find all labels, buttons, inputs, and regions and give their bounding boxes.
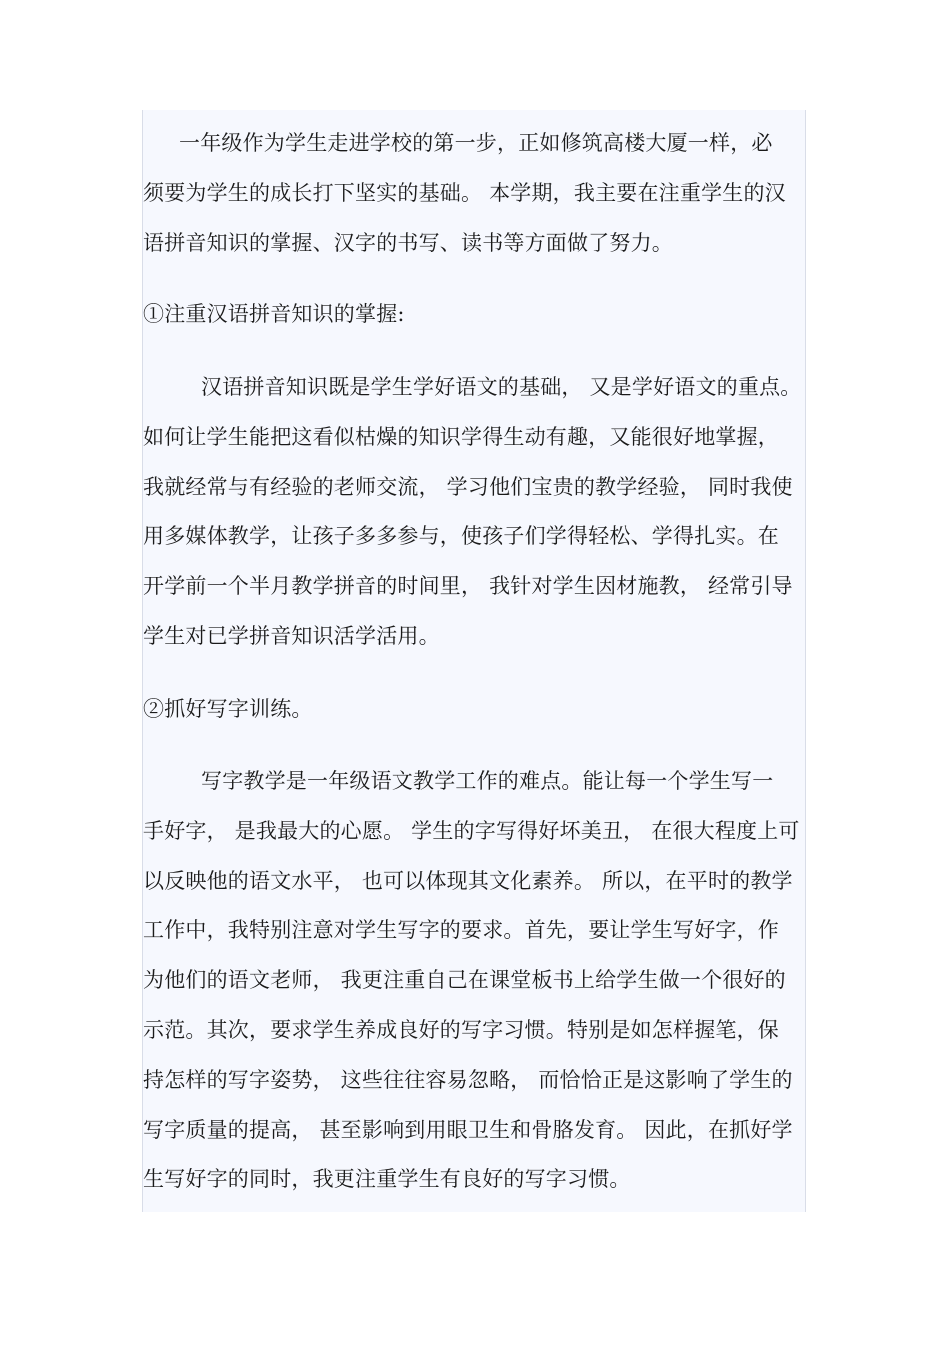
document-text-panel [142, 110, 806, 1212]
text-line: 写字教学是一年级语文教学工作的难点。能让每一个学生写一 [201, 769, 774, 793]
text-line: 工作中，我特别注意对学生写字的要求。首先，要让学生写好字，作 [143, 918, 779, 942]
text-line: 用多媒体教学，让孩子多多参与，使孩子们学得轻松、学得扎实。在 [143, 524, 779, 548]
text-line: 写字质量的提高， 甚至影响到用眼卫生和骨胳发育。 因此，在抓好学 [143, 1118, 793, 1142]
text-line: 手好字， 是我最大的心愿。 学生的字写得好坏美丑， 在很大程度上可 [143, 819, 800, 843]
text-line: 生写好字的同时，我更注重学生有良好的写字习惯。 [143, 1167, 631, 1191]
text-line: 汉语拼音知识既是学生学好语文的基础， 又是学好语文的重点。 [201, 375, 802, 399]
text-line: 学生对已学拼音知识活学活用。 [143, 624, 440, 648]
text-line: 须要为学生的成长打下坚实的基础。 本学期，我主要在注重学生的汉 [143, 181, 786, 205]
text-line: 持怎样的写字姿势， 这些往往容易忽略， 而恰恰正是这影响了学生的 [143, 1068, 793, 1092]
text-line: 我就经常与有经验的老师交流， 学习他们宝贵的教学经验， 同时我使 [143, 475, 793, 499]
text-line: 以反映他的语文水平， 也可以体现其文化素养。 所以，在平时的教学 [143, 869, 793, 893]
text-line: 示范。其次，要求学生养成良好的写字习惯。特别是如怎样握笔，保 [143, 1018, 779, 1042]
text-line: 语拼音知识的掌握、汉字的书写、读书等方面做了努力。 [143, 231, 673, 255]
section-heading: ②抓好写字训练。 [143, 697, 313, 721]
text-line: 为他们的语文老师， 我更注重自己在课堂板书上给学生做一个很好的 [143, 968, 786, 992]
text-line: 开学前一个半月教学拼音的时间里， 我针对学生因材施教， 经常引导 [143, 574, 793, 598]
text-line: 如何让学生能把这看似枯燥的知识学得生动有趣，又能很好地掌握， [143, 425, 779, 449]
section-heading: ①注重汉语拼音知识的掌握: [143, 302, 405, 326]
text-line: 一年级作为学生走进学校的第一步，正如修筑高楼大厦一样，必 [179, 131, 773, 155]
